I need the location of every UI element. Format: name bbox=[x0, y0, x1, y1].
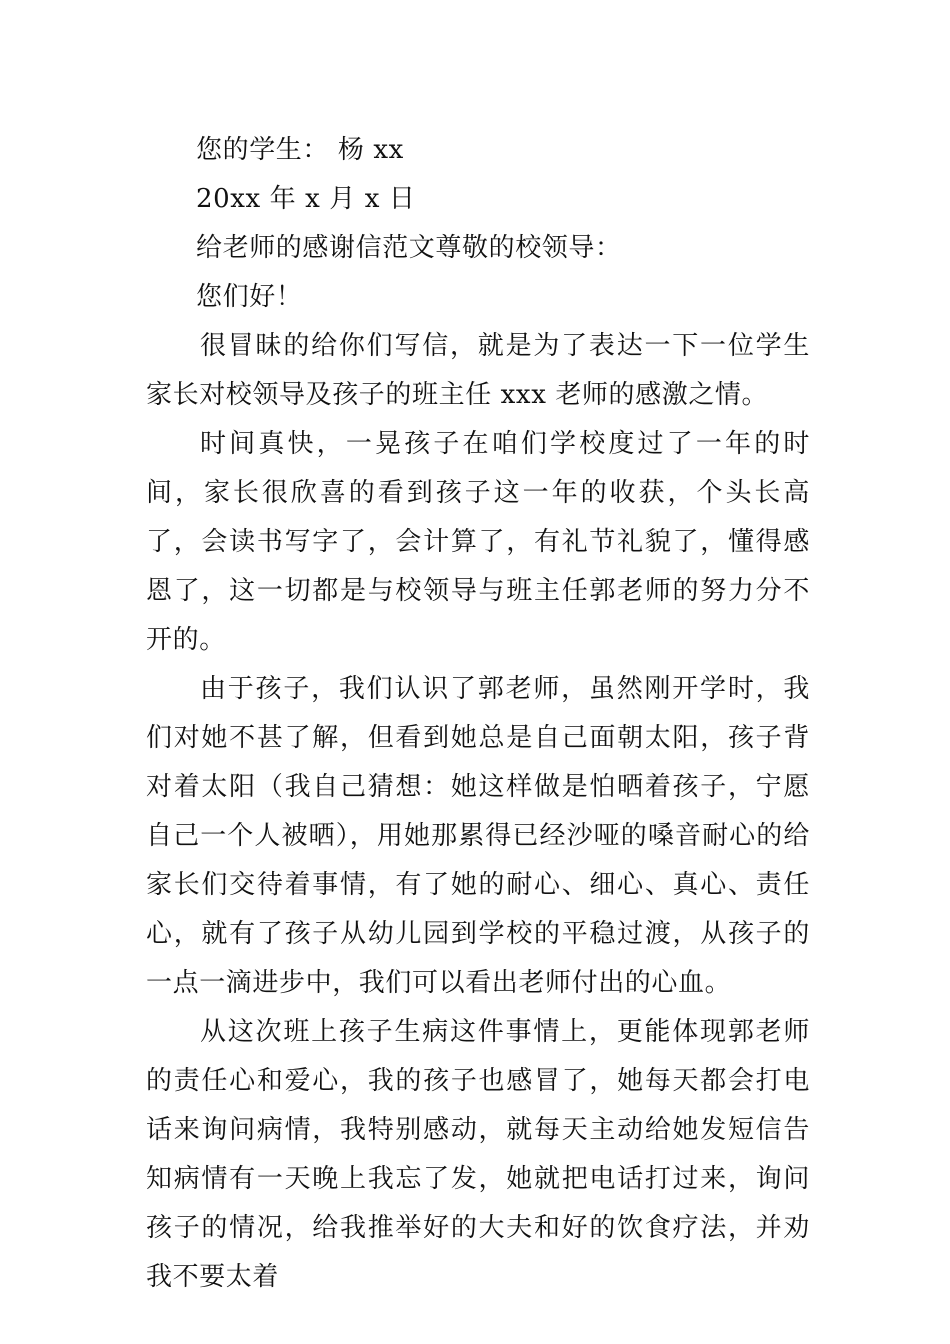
paragraph-3: 由于孩子，我们认识了郭老师，虽然刚开学时，我们对她不甚了解，但看到她总是自己面朝太阳，孩子背对着太阳（我自己猜想：她这样做是怕晒着孩子，宁愿自己一个人被晒），用她那累得已经沙哑的嗓音耐心的给家长们交待着事情，有了她的耐心、细心、真心、责任心，就有了孩子从幼儿园到学校的平稳过渡，从孩子的一点一滴进步中，我们可以看出老师付出的心血。 bbox=[146, 674, 810, 998]
date-line: 20xx 年 x 月 x 日 bbox=[196, 184, 416, 214]
paragraph-1: 很冒昧的给你们写信，就是为了表达一下一位学生家长对校领导及孩子的班主任 xxx 老师的感激之情。 bbox=[146, 331, 810, 410]
signature-line: 您的学生： 杨 xx bbox=[196, 135, 404, 165]
greeting-line: 您们好！ bbox=[196, 282, 303, 312]
paragraph-4: 从这次班上孩子生病这件事情上，更能体现郭老师的责任心和爱心，我的孩子也感冒了，她每天都会打电话来询问病情，我特别感动，就每天主动给她发短信告知病情有一天晚上我忘了发，她就把电话打过来，询问孩子的情况，给我推举好的大夫和好的饮食疗法，并劝我不要太着 bbox=[146, 1017, 810, 1292]
paragraph-2: 时间真快，一晃孩子在咱们学校度过了一年的时间，家长很欣喜的看到孩子这一年的收获，个头长高了，会读书写字了，会计算了，有礼节礼貌了，懂得感恩了，这一切都是与校领导与班主任郭老师的努力分不开的。 bbox=[146, 429, 810, 655]
letter-body bbox=[146, 126, 810, 1302]
letter-heading: 给老师的感谢信范文尊敬的校领导： bbox=[196, 233, 622, 263]
